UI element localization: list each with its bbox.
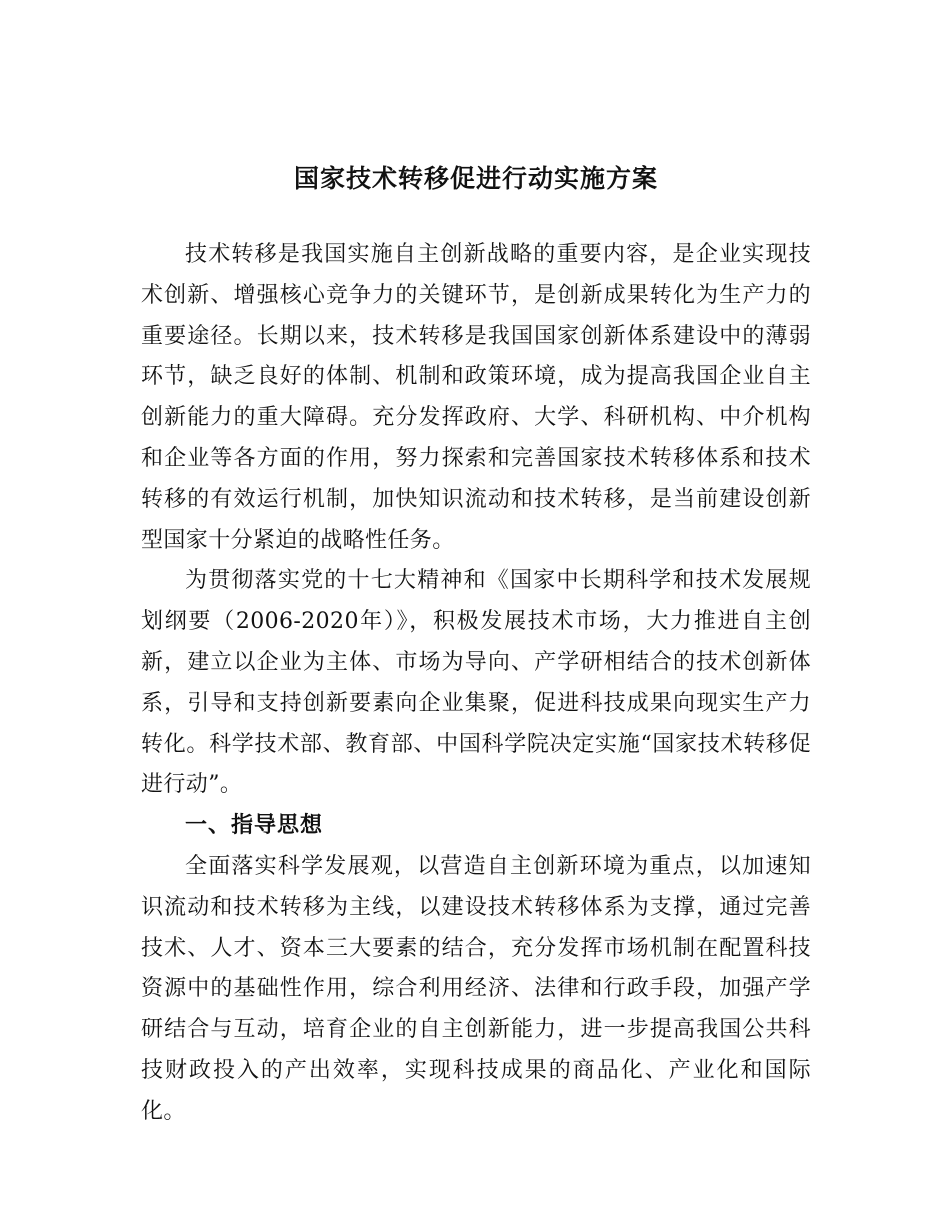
- intro-paragraph-2: 为贯彻落实党的十七大精神和《国家中长期科学和技术发展规划纲要（2006-2020年）》，积极发展技术市场，大力推进自主创新，建立以企业为主体、市场为导向、产学研相结合的技术创新体系，引导和支持创新要素向企业集聚，促进科技成果向现实生产力转化。科学技术部、教育部、中国科学院决定实施“国家技术转移促进行动”。: [141, 568, 811, 798]
- document-title: 国家技术转移促进行动实施方案: [293, 164, 658, 193]
- intro-paragraph-1: 技术转移是我国实施自主创新战略的重要内容，是企业实现技术创新、增强核心竞争力的关键环节，是创新成果转化为生产力的重要途径。长期以来，技术转移是我国国家创新体系建设中的薄弱环节，缺乏良好的体制、机制和政策环境，成为提高我国企业自主创新能力的重大障碍。充分发挥政府、大学、科研机构、中介机构和企业等各方面的作用，努力探索和完善国家技术转移体系和技术转移的有效运行机制，加快知识流动和技术转移，是当前建设创新型国家十分紧迫的战略性任务。: [141, 242, 811, 553]
- document-page: [141, 157, 811, 1133]
- section-heading-guiding-ideology: 一、指导思想: [185, 813, 324, 839]
- section-paragraph-guiding-ideology: 全面落实科学发展观，以营造自主创新环境为重点，以加速知识流动和技术转移为主线，以建设技术转移体系为支撑，通过完善技术、人才、资本三大要素的结合，充分发挥市场机制在配置科技资源中的基础性作用，综合利用经济、法律和行政手段，加强产学研结合与互动，培育企业的自主创新能力，进一步提高我国公共科技财政投入的产出效率，实现科技成果的商品化、产业化和国际化。: [141, 853, 811, 1124]
